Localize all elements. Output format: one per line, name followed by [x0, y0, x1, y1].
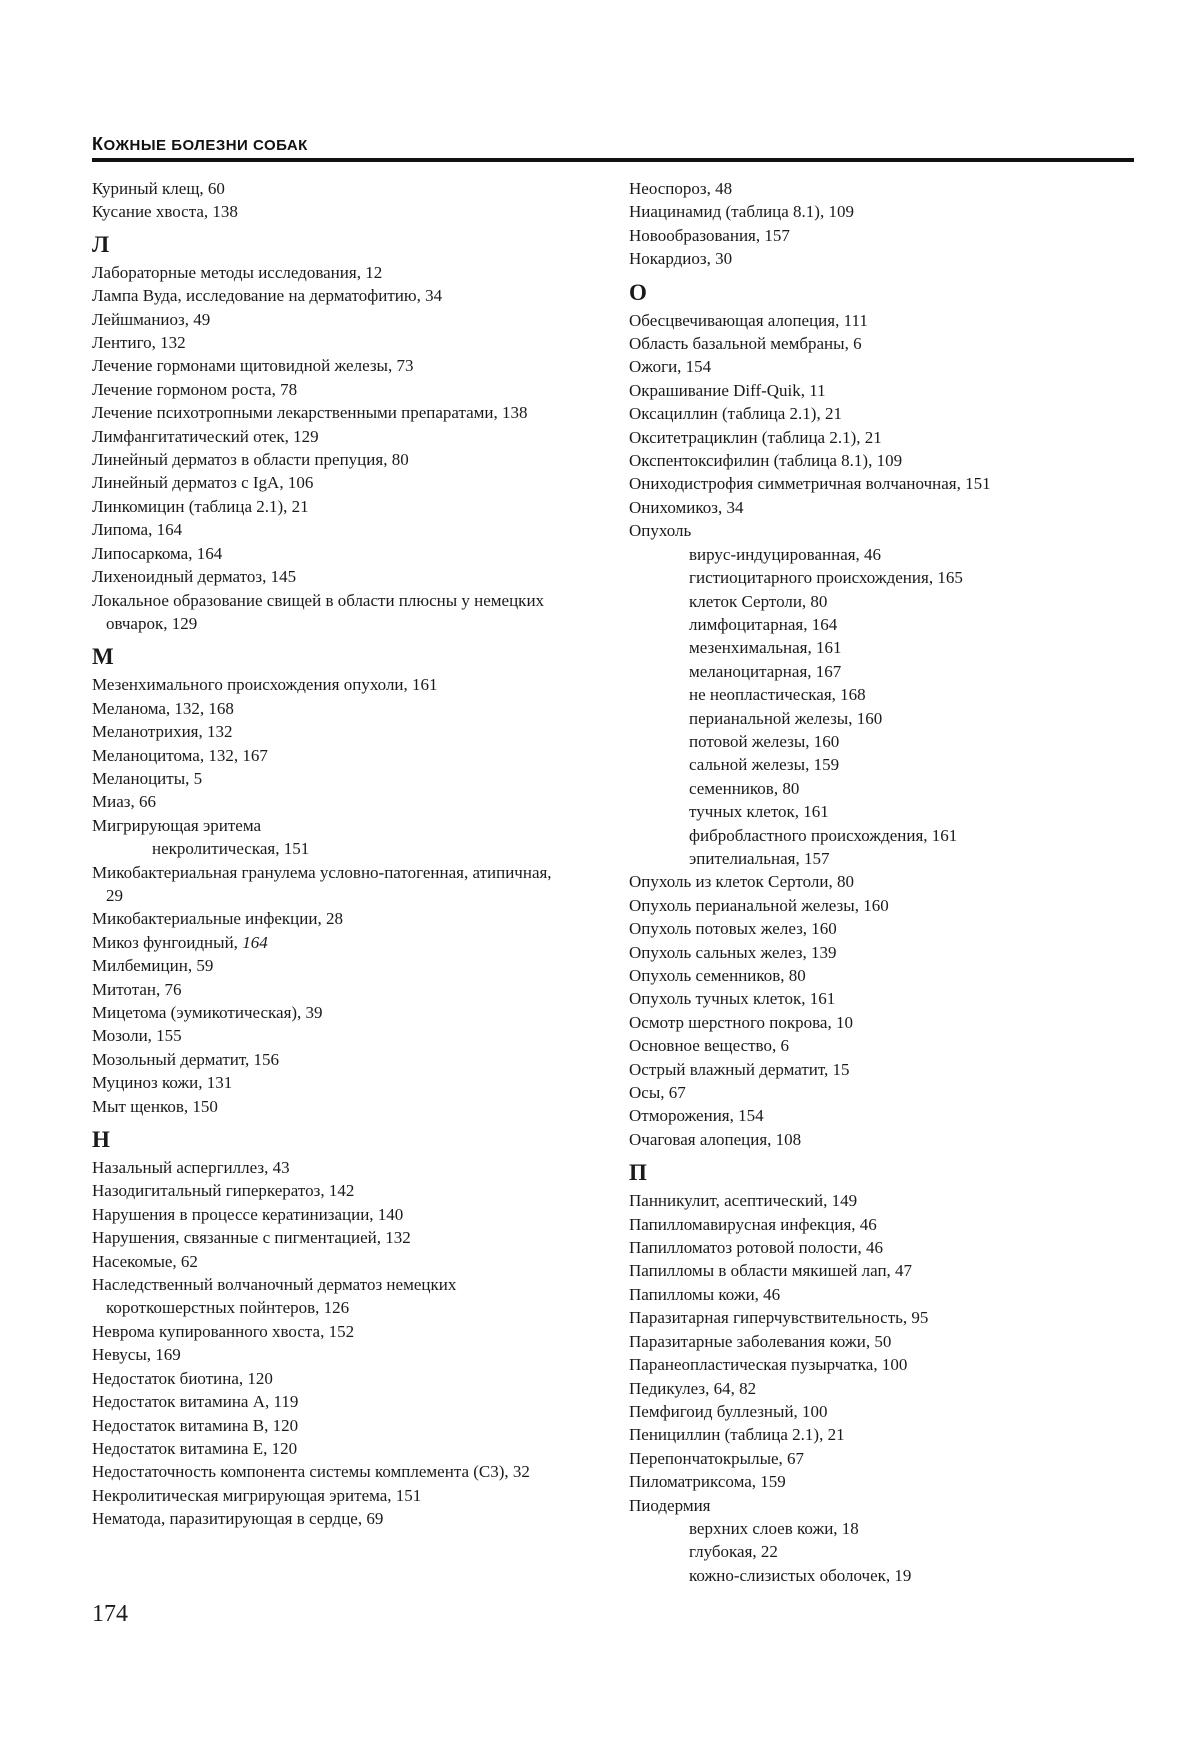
index-subentry: верхних слоев кожи, 18	[689, 1518, 859, 1538]
index-entry: Паразитарная гиперчувствительность, 95	[629, 1308, 929, 1328]
index-entry: Опухоль тучных клеток, 161	[629, 989, 836, 1009]
index-entry: Мицетома (эумикотическая), 39	[92, 1003, 323, 1022]
index-entry: Мозольный дерматит, 156	[92, 1049, 280, 1069]
index-entry: Окспентоксифилин (таблица 8.1), 109	[629, 451, 903, 471]
index-entry: Наследственный волчаночный дерматоз немецких короткошерстных пойнтеров, 126	[92, 1275, 457, 1318]
index-entry: Меланотрихия, 132	[92, 722, 233, 742]
index-subentry: семенников, 80	[689, 778, 800, 798]
index-entry: Лечение психотропными лекарственными препаратами, 138	[92, 403, 528, 423]
index-letter-heading: Л	[92, 231, 110, 257]
index-entry: Мыт щенков, 150	[92, 1096, 218, 1116]
index-entry: Пенициллин (таблица 2.1), 21	[629, 1425, 845, 1445]
index-subentry: тучных клеток, 161	[689, 802, 829, 822]
index-subentry: лимфоцитарная, 164	[689, 614, 838, 634]
index-subentry: некролитическая, 151	[152, 839, 310, 859]
index-entry: Линкомицин (таблица 2.1), 21	[92, 496, 309, 516]
index-letter-heading: П	[629, 1160, 647, 1186]
index-entry: Недостаток витамина В, 120	[92, 1415, 299, 1435]
index-column-right	[629, 177, 1134, 1587]
index-entry: Ониходистрофия симметричная волчаночная, 151	[629, 474, 991, 494]
index-entry: Лейшманиоз, 49	[92, 309, 211, 329]
header-rule	[92, 158, 1134, 162]
index-entry: Ниацинамид (таблица 8.1), 109	[629, 202, 854, 222]
index-entry: Нарушения, связанные с пигментацией, 132	[92, 1228, 411, 1248]
index-entry: Кусание хвоста, 138	[92, 202, 238, 222]
index-entry: Меланоциты, 5	[92, 768, 203, 788]
index-entry-page-italic: 164	[242, 932, 268, 952]
index-subentry: сальной железы, 159	[689, 755, 840, 775]
index-entry: Меланоцитома, 132, 167	[92, 745, 268, 765]
index-subentry: меланоцитарная, 167	[689, 661, 842, 681]
index-entry: Педикулез, 64, 82	[629, 1378, 757, 1398]
index-entry: Нарушения в процессе кератинизации, 140	[92, 1204, 404, 1224]
index-entry: Опухоль	[629, 521, 692, 541]
index-entry: Мезенхимального происхождения опухоли, 161	[92, 675, 438, 695]
index-entry: Назальный аспергиллез, 43	[92, 1158, 290, 1178]
index-subentry: мезенхимальная, 161	[689, 638, 842, 658]
index-entry: Меланома, 132, 168	[92, 698, 234, 718]
index-entry: Невусы, 169	[92, 1345, 181, 1365]
index-entry: Некролитическая мигрирующая эритема, 151	[92, 1485, 422, 1505]
index-entry: Острый влажный дерматит, 15	[629, 1059, 850, 1079]
index-entry: Опухоль потовых желез, 160	[629, 919, 837, 939]
index-entry: Опухоль перианальной железы, 160	[629, 895, 889, 915]
index-subentry: потовой железы, 160	[689, 731, 840, 751]
index-entry: Панникулит, асептический, 149	[629, 1191, 858, 1211]
index-entry: Лихеноидный дерматоз, 145	[92, 567, 297, 587]
index-entry: Оксациллин (таблица 2.1), 21	[629, 404, 842, 424]
index-entry: Папилломы кожи, 46	[629, 1284, 781, 1304]
index-entry: Область базальной мембраны, 6	[629, 334, 862, 354]
index-entry: Пиодермия	[629, 1495, 711, 1515]
index-entry: Назодигитальный гиперкератоз, 142	[92, 1181, 355, 1201]
index-entry: Лабораторные методы исследования, 12	[92, 262, 383, 282]
index-entry: Лимфангитатический отек, 129	[92, 426, 319, 446]
index-entry: Папилломавирусная инфекция, 46	[629, 1214, 877, 1234]
index-entry: Лечение гормоном роста, 78	[92, 379, 298, 399]
index-entry: Папилломы в области мякишей лап, 47	[629, 1261, 913, 1281]
index-entry: Липосаркома, 164	[92, 543, 223, 563]
index-entry: Неоспороз, 48	[629, 179, 733, 198]
index-entry: Лечение гормонами щитовидной железы, 73	[92, 356, 414, 376]
index-entry	[92, 931, 572, 954]
index-entry: Опухоль сальных желез, 139	[629, 942, 837, 962]
index-entry: Пиломатриксома, 159	[629, 1472, 786, 1492]
index-entry: Микобактериальная гранулема условно-патогенная, атипичная, 29	[92, 862, 552, 905]
index-entry: Ожоги, 154	[629, 357, 712, 377]
index-entry: Папилломатоз ротовой полости, 46	[629, 1238, 883, 1258]
index-entry-text: Микоз фунгоидный,	[92, 932, 243, 952]
index-entry: Недостаток витамина А, 119	[92, 1392, 299, 1412]
index-column-left	[92, 177, 572, 1531]
index-entry: Паранеопластическая пузырчатка, 100	[629, 1355, 908, 1375]
running-header-initial: К	[92, 134, 104, 154]
index-entry: Опухоль из клеток Сертоли, 80	[629, 872, 854, 892]
index-entry: Нематода, паразитирующая в сердце, 69	[92, 1509, 384, 1529]
index-entry: Недостаточность компонента системы комплемента (С3), 32	[92, 1462, 530, 1482]
index-entry: Отморожения, 154	[629, 1106, 764, 1126]
index-entry: Осы, 67	[629, 1083, 686, 1103]
index-entry: Неврома купированного хвоста, 152	[92, 1321, 355, 1341]
index-subentry: эпителиальная, 157	[689, 848, 830, 868]
index-entry: Мозоли, 155	[92, 1026, 182, 1046]
index-letter-heading: О	[629, 279, 647, 305]
index-subentry: вирус-индуцированная, 46	[689, 544, 882, 564]
index-subentry: гистиоцитарного происхождения, 165	[689, 568, 963, 588]
index-entry: Онихомикоз, 34	[629, 497, 744, 517]
index-entry: Липома, 164	[92, 520, 183, 540]
index-entry: Опухоль семенников, 80	[629, 966, 806, 985]
index-entry: Мигрирующая эритема	[92, 815, 262, 835]
index-entry: Окрашивание Diff-Quik, 11	[629, 380, 826, 400]
index-entry: Окситетрациклин (таблица 2.1), 21	[629, 427, 882, 447]
index-entry: Очаговая алопеция, 108	[629, 1129, 802, 1149]
index-subentry: перианальной железы, 160	[689, 708, 883, 728]
index-entry: Линейный дерматоз в области препуция, 80	[92, 450, 409, 470]
index-letter-heading: М	[92, 644, 114, 670]
index-entry: Муциноз кожи, 131	[92, 1073, 233, 1093]
index-subentry: клеток Сертоли, 80	[689, 591, 828, 611]
index-entry: Перепончатокрылые, 67	[629, 1448, 805, 1468]
index-entry: Новообразования, 157	[629, 225, 790, 245]
index-entry: Недостаток биотина, 120	[92, 1368, 273, 1388]
index-entry: Основное вещество, 6	[629, 1036, 789, 1056]
index-entry: Куриный клещ, 60	[92, 179, 225, 198]
index-entry: Обесцвечивающая алопеция, 111	[629, 310, 868, 330]
index-entry: Митотан, 76	[92, 979, 182, 999]
index-entry: Паразитарные заболевания кожи, 50	[629, 1331, 892, 1351]
index-entry: Локальное образование свищей в области плюсны у немецких овчарок, 129	[92, 590, 545, 633]
index-entry: Недостаток витамина Е, 120	[92, 1438, 298, 1458]
index-entry: Осмотр шерстного покрова, 10	[629, 1012, 853, 1032]
index-entry: Милбемицин, 59	[92, 956, 214, 976]
index-entry: Линейный дерматоз с IgA, 106	[92, 473, 314, 493]
index-subentry: кожно-слизистых оболочек, 19	[689, 1565, 912, 1585]
index-subentry: глубокая, 22	[689, 1542, 778, 1562]
index-entry: Лентиго, 132	[92, 333, 186, 353]
index-entry: Миаз, 66	[92, 792, 156, 812]
index-entry: Пемфигоид буллезный, 100	[629, 1401, 828, 1421]
page-number: 174	[92, 1601, 128, 1627]
index-entry: Нокардиоз, 30	[629, 249, 733, 269]
index-subentry: не неопластическая, 168	[689, 685, 866, 705]
index-entry: Насекомые, 62	[92, 1251, 198, 1271]
running-header	[92, 134, 1134, 155]
running-header-rest: ОЖНЫЕ БОЛЕЗНИ СОБАК	[103, 137, 308, 154]
index-subentry: фибробластного происхождения, 161	[689, 825, 958, 845]
index-entry: Лампа Вуда, исследование на дерматофитию, 34	[92, 286, 443, 306]
index-letter-heading: Н	[92, 1127, 110, 1153]
index-entry: Микобактериальные инфекции, 28	[92, 909, 343, 929]
